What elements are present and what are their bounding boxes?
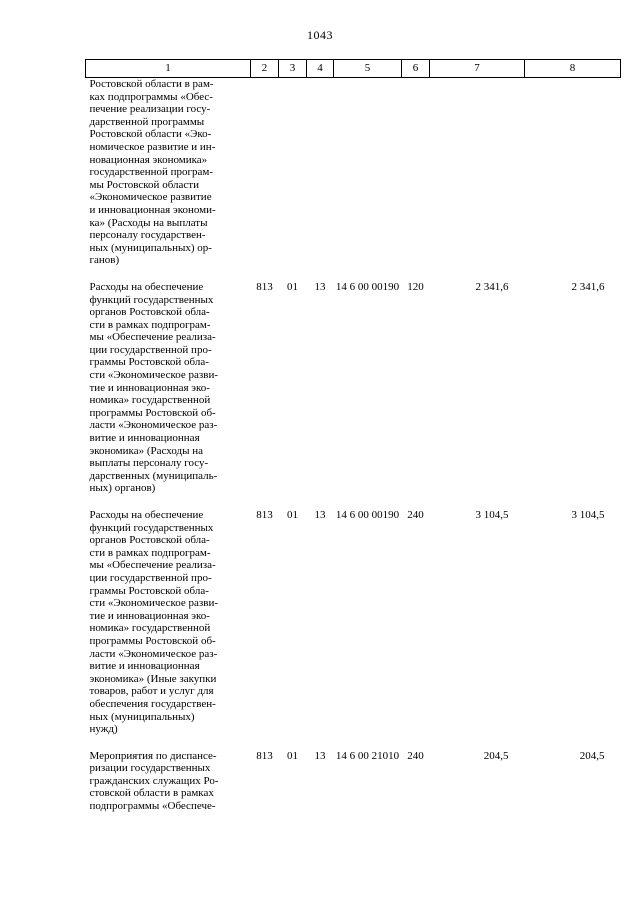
description-line: дарственной программы [89,115,205,128]
description-line: ных (муниципальных) ор- [89,241,212,254]
description-line: мы «Обеспечение реализа- [89,331,216,344]
cell-c8: 204,5 [579,749,605,762]
description-line: Мероприятия по диспансе- [89,749,217,762]
table-body [86,78,621,813]
row-description [86,736,251,813]
description-line: ганов) [89,254,120,267]
description-line: функций государственных [89,521,214,534]
table-row [86,267,621,495]
description-line: и инновационная экономи- [89,203,216,216]
description-line: программы Ростовской об- [89,406,216,419]
description-line: «Экономическое развитие [89,191,212,204]
description-line: обеспечения государствен- [89,697,216,710]
budget-table [85,59,621,813]
description-line: витие и инновационная [89,660,200,673]
cell-c2: 813 [256,749,273,762]
column-header: 7 [430,60,525,78]
cell-c5: 14 6 00 00190 [335,280,400,293]
column-header: 2 [251,60,279,78]
cell-c5: 14 6 00 21010 [335,749,400,762]
description-line: ции государственной про- [89,571,212,584]
cell-c6: 120 [407,280,424,293]
description-line: государственной програм- [89,166,214,179]
description-line: товаров, работ и услуг для [89,685,214,698]
description-line: экономика» (Расходы на [89,444,204,457]
cell-c3 [279,78,307,267]
column-header: 8 [525,60,621,78]
table-row [86,495,621,736]
table-row [86,78,621,267]
description-line: витие и инновационная [89,432,200,445]
cell-c3: 01 [287,280,298,293]
cell-c7: 2 341,6 [475,280,509,293]
cell-c8: 2 341,6 [571,280,605,293]
cell-c2: 813 [256,280,273,293]
description-line: органов Ростовской обла- [89,306,210,319]
table-header-row [86,60,621,78]
description-line: органов Ростовской обла- [89,534,210,547]
column-header: 5 [334,60,402,78]
description-line: сти в рамках подпрограм- [89,546,211,559]
cell-c7: 204,5 [483,749,509,762]
description-line: ризации государственных [89,762,211,775]
row-description [86,78,251,267]
description-line: Расходы на обеспечение [89,280,204,293]
description-line: сти в рамках подпрограм- [89,318,211,331]
table-row [86,736,621,813]
cell-c2 [251,78,279,267]
cell-c7: 3 104,5 [475,509,509,521]
description-line: экономика» (Иные закупки [89,672,217,685]
cell-c4: 13 [314,509,326,521]
column-header: 3 [279,60,307,78]
description-line: дарственных (муниципаль- [89,469,218,482]
description-line: функций государственных [89,293,214,306]
description-line: ках подпрограммы «Обес- [89,90,213,103]
description-line: нужд) [89,723,118,736]
description-line: номика» государственной [89,394,211,407]
cell-c7 [430,78,525,267]
cell-c6 [402,78,430,267]
description-line: выплаты персоналу госу- [89,457,209,470]
cell-c6: 240 [407,749,424,762]
cell-c8: 3 104,5 [571,509,605,521]
description-line: Расходы на обеспечение [89,509,204,521]
description-line: ных) органов) [89,482,156,495]
description-line: новационная экономика» [89,153,208,166]
description-line: ласти «Экономическое раз- [89,647,218,660]
description-line: подпрограммы «Обеспече- [89,800,216,813]
description-line: тие и инновационная эко- [89,381,210,394]
cell-c5 [334,78,402,267]
column-header: 6 [402,60,430,78]
description-line: мы Ростовской области [89,178,199,191]
description-line: мы «Обеспечение реализа- [89,559,216,572]
description-line: стовской области в рамках [89,787,214,800]
description-line: сти «Экономическое разви- [89,597,218,610]
description-line: номика» государственной [89,622,211,635]
cell-c2: 813 [256,509,273,521]
page-number: 1043 [307,28,333,42]
cell-c4: 13 [314,749,326,762]
cell-c4: 13 [314,280,326,293]
cell-c8 [525,78,621,267]
column-header: 4 [307,60,334,78]
description-line: Ростовской области в рам- [89,78,214,90]
cell-c3: 01 [287,749,298,762]
description-line: ка» (Расходы на выплаты [89,216,208,229]
description-line: граммы Ростовской обла- [89,584,209,597]
row-description [86,267,251,495]
description-line: персоналу государствен- [89,229,206,242]
description-line: тие и инновационная эко- [89,609,210,622]
description-line: номическое развитие и ин- [89,140,216,153]
description-line: сти «Экономическое разви- [89,369,218,382]
column-header: 1 [86,60,251,78]
description-line: ласти «Экономическое раз- [89,419,218,432]
description-line: ных (муниципальных) [89,710,195,723]
description-line: граммы Ростовской обла- [89,356,209,369]
row-description [86,495,251,736]
description-line: Ростовской области «Эко- [89,128,212,141]
description-line: ции государственной про- [89,343,212,356]
description-line: программы Ростовской об- [89,634,216,647]
cell-c6: 240 [407,509,424,521]
description-line: гражданских служащих Ро- [89,774,219,787]
cell-c4 [307,78,334,267]
cell-c5: 14 6 00 00190 [335,509,400,521]
cell-c3: 01 [287,509,298,521]
description-line: печение реализации госу- [89,103,211,116]
